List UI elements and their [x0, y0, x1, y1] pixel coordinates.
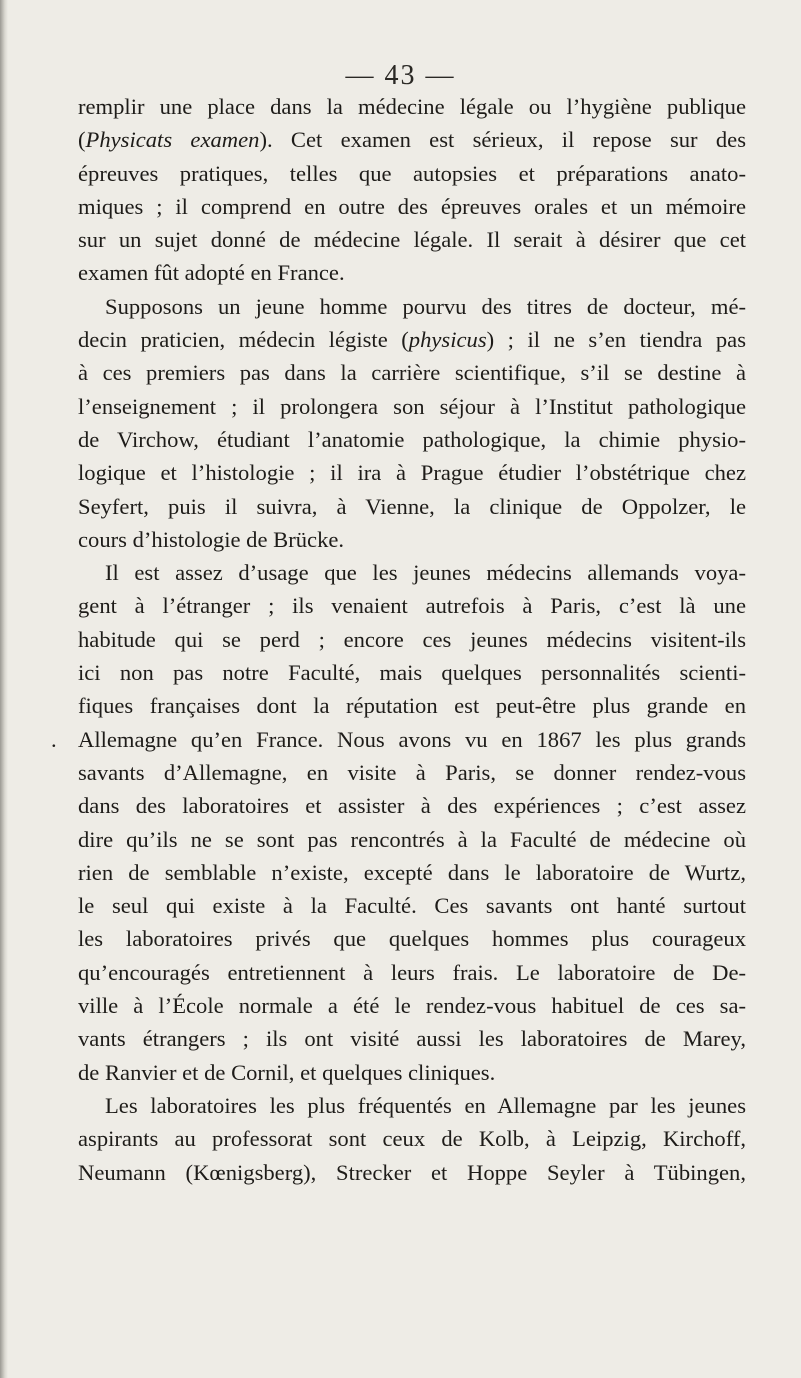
text-segment: rien de semblable n’existe, excepté dans le laboratoire de Wurtz, — [78, 859, 746, 885]
text-segment: habitude qui se perd ; encore ces jeunes médecins visitent-ils — [78, 626, 746, 652]
text-line — [78, 789, 746, 822]
text-line — [78, 1056, 746, 1089]
text-line — [51, 723, 746, 756]
text-line — [78, 423, 746, 456]
text-segment: savants d’Allemagne, en visite à Paris, se donner rendez-vous — [78, 759, 746, 785]
text-line — [78, 490, 746, 523]
text-segment: cours d’histologie de Brücke. — [78, 526, 345, 552]
text-segment: de Virchow, étudiant l’anatomie pathologique, la chimie physio- — [78, 426, 746, 452]
text-line — [78, 157, 746, 190]
text-segment: Supposons un jeune homme pourvu des titres de docteur, mé- — [105, 293, 746, 319]
text-line — [78, 922, 746, 955]
text-segment: l’enseignement ; il prolongera son séjour à l’Institut pathologique — [78, 393, 746, 419]
text-segment: épreuves pratiques, telles que autopsies et préparations anato- — [78, 160, 746, 186]
text-line — [78, 456, 746, 489]
text-line — [78, 123, 746, 156]
text-line — [78, 290, 746, 323]
text-line — [78, 689, 746, 722]
text-segment: Neumann (Kœnigsberg), Strecker et Hoppe Seyler à Tübingen, — [78, 1159, 746, 1185]
italic-segment: Physicats examen — [85, 127, 260, 153]
text-segment: dans des laboratoires et assister à des expériences ; c’est assez — [78, 793, 746, 819]
text-line — [78, 523, 746, 556]
text-segment: Allemagne qu’en France. Nous avons vu en 1867 les plus grands — [78, 726, 746, 752]
text-segment: ). Cet examen est sérieux, il repose sur des — [259, 127, 747, 153]
body-text — [51, 90, 747, 1189]
text-segment: ( — [78, 127, 86, 153]
text-segment: ) ; il ne s’en tiendra pas — [486, 327, 746, 353]
text-line — [78, 823, 746, 856]
text-segment: qu’encouragés entretiennent à leurs frais. Le laboratoire de De- — [78, 959, 746, 985]
text-segment: ville à l’École normale a été le rendez-vous habituel de ces sa- — [78, 993, 746, 1019]
text-segment: vants étrangers ; ils ont visité aussi les laboratoires de Marey, — [78, 1026, 746, 1052]
text-line — [78, 1156, 746, 1189]
text-line — [78, 556, 746, 589]
text-segment: miques ; il comprend en outre des épreuves orales et un mémoire — [78, 193, 746, 219]
text-line — [78, 889, 746, 922]
text-segment: Seyfert, puis il suivra, à Vienne, la clinique de Oppolzer, le — [78, 493, 746, 519]
text-segment: dire qu’ils ne se sont pas rencontrés à la Faculté de médecine où — [78, 826, 746, 852]
text-segment: Les laboratoires les plus fréquentés en Allemagne par les jeunes — [105, 1092, 746, 1118]
page-left-edge-shadow — [0, 0, 8, 1378]
text-line — [78, 656, 746, 689]
text-segment: le seul qui existe à la Faculté. Ces savants ont hanté surtout — [78, 893, 746, 919]
italic-segment: physicus — [408, 327, 487, 353]
text-segment: sur un sujet donné de médecine légale. Il serait à désirer que cet — [78, 227, 746, 253]
text-line — [78, 256, 746, 289]
text-line — [78, 989, 746, 1022]
text-line — [78, 623, 746, 656]
text-segment: ici non pas notre Faculté, mais quelques personnalités scienti- — [78, 660, 746, 686]
text-segment: aspirants au professorat sont ceux de Kolb, à Leipzig, Kirchoff, — [78, 1126, 746, 1152]
text-segment: à ces premiers pas dans la carrière scientifique, s’il se destine à — [78, 360, 746, 386]
margin-mark: . — [51, 726, 57, 752]
text-line — [78, 223, 746, 256]
text-line — [78, 1122, 746, 1155]
page-number: — 43 — — [345, 60, 456, 91]
text-line — [78, 390, 746, 423]
text-line — [78, 589, 746, 622]
text-segment: logique et l’histologie ; il ira à Prague étudier l’obstétrique chez — [78, 460, 746, 486]
text-segment: de Ranvier et de Cornil, et quelques cliniques. — [78, 1059, 496, 1085]
text-line — [78, 1022, 746, 1055]
text-segment: fiques françaises dont la réputation est peut-être plus grande en — [78, 693, 746, 719]
text-line — [78, 1089, 746, 1122]
text-line — [78, 190, 746, 223]
text-segment: gent à l’étranger ; ils venaient autrefois à Paris, c’est là une — [78, 593, 746, 619]
text-segment: remplir une place dans la médecine légale ou l’hygiène publique — [78, 94, 746, 119]
text-line — [78, 856, 746, 889]
text-line — [78, 956, 746, 989]
text-segment: decin praticien, médecin légiste ( — [78, 327, 409, 353]
text-line — [78, 90, 746, 123]
text-segment: examen fût adopté en France. — [78, 260, 345, 286]
text-line — [78, 323, 746, 356]
text-segment: les laboratoires privés que quelques hommes plus courageux — [78, 926, 746, 952]
text-line — [78, 756, 746, 789]
text-segment: Il est assez d’usage que les jeunes médecins allemands voya- — [105, 560, 746, 586]
text-line — [78, 356, 746, 389]
